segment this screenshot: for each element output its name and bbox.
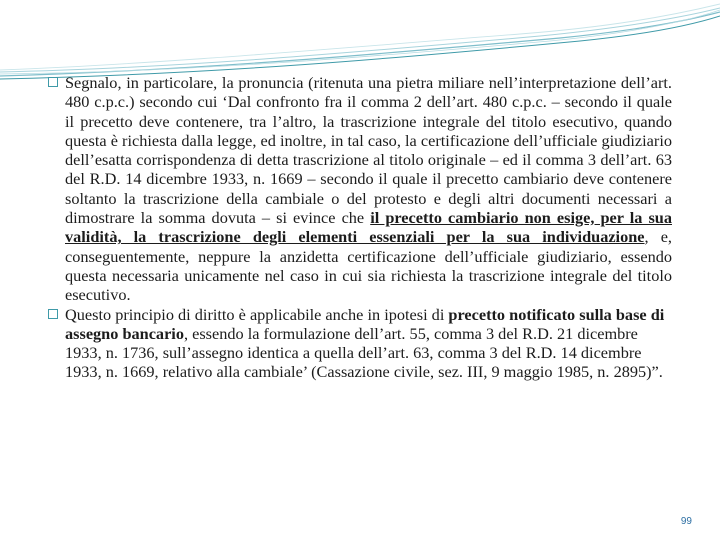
paragraph-2-emphasis: precetto notificato sulla base di assegno bancario [65, 304, 665, 343]
square-bullet-icon [48, 309, 58, 319]
wave-line [0, 16, 720, 79]
paragraph-2 [48, 305, 672, 382]
paragraph-1 [48, 73, 672, 305]
paragraph-1-emphasis: il precetto cambiario non esige, per la sua validità, la trascrizione degli elementi essenziali per la sua individuazione [65, 208, 672, 247]
wave-line [0, 12, 720, 76]
header-wave-decoration [0, 0, 720, 80]
square-bullet-icon [48, 77, 58, 87]
paragraph-2-text-before: Questo principio di diritto è applicabile anche in ipotesi di [65, 304, 449, 324]
paragraph-1-text-after: , e, conseguentemente, neppure la anzidetta certificazione dell’ufficiale giudiziario, essendo questa necessaria unicamente nel caso in cui sia richiesta la trascrizione integrale del titolo esecutivo. [65, 227, 672, 305]
paragraph-1-text-before: Segnalo, in particolare, la pronuncia (ritenuta una pietra miliare nell’interpretazione dell’art. 480 c.p.c.) secondo cui ‘Dal confronto fra il comma 2 dell’art. 480 c.p.c. – secondo il quale il precetto deve contenere, tra l’altro, la trascrizione integrale del titolo esecutivo, quando questa è richiesta dalla legge, ed inoltre, in tal caso, la certificazione dell’ufficiale giudiziario dell’esatta corrispondenza di detta trascrizione al titolo originale – ed il comma 3 dell’art. 63 del R.D. 14 dicembre 1933, n. 1669 – secondo il quale il precetto cambiario deve contenere soltanto la trascrizione della cambiale o del protesto e degli altri documenti necessari a dimostrare la somma dovuta – si evince che [65, 73, 672, 228]
wave-line [0, 8, 720, 72]
page-number: 99 [680, 516, 692, 527]
content-area [48, 73, 672, 382]
paragraph-2-text-after: , essendo la formulazione dell’art. 55, comma 3 del R.D. 21 dicembre 1933, n. 1736, sull’assegno identica a quella dell’art. 63, comma 3 del R.D. 14 dicembre 1933, n. 1669, relativo alla cambiale’ (Cassazione civile, sez. III, 9 maggio 1985, n. 2895)”. [65, 323, 663, 382]
